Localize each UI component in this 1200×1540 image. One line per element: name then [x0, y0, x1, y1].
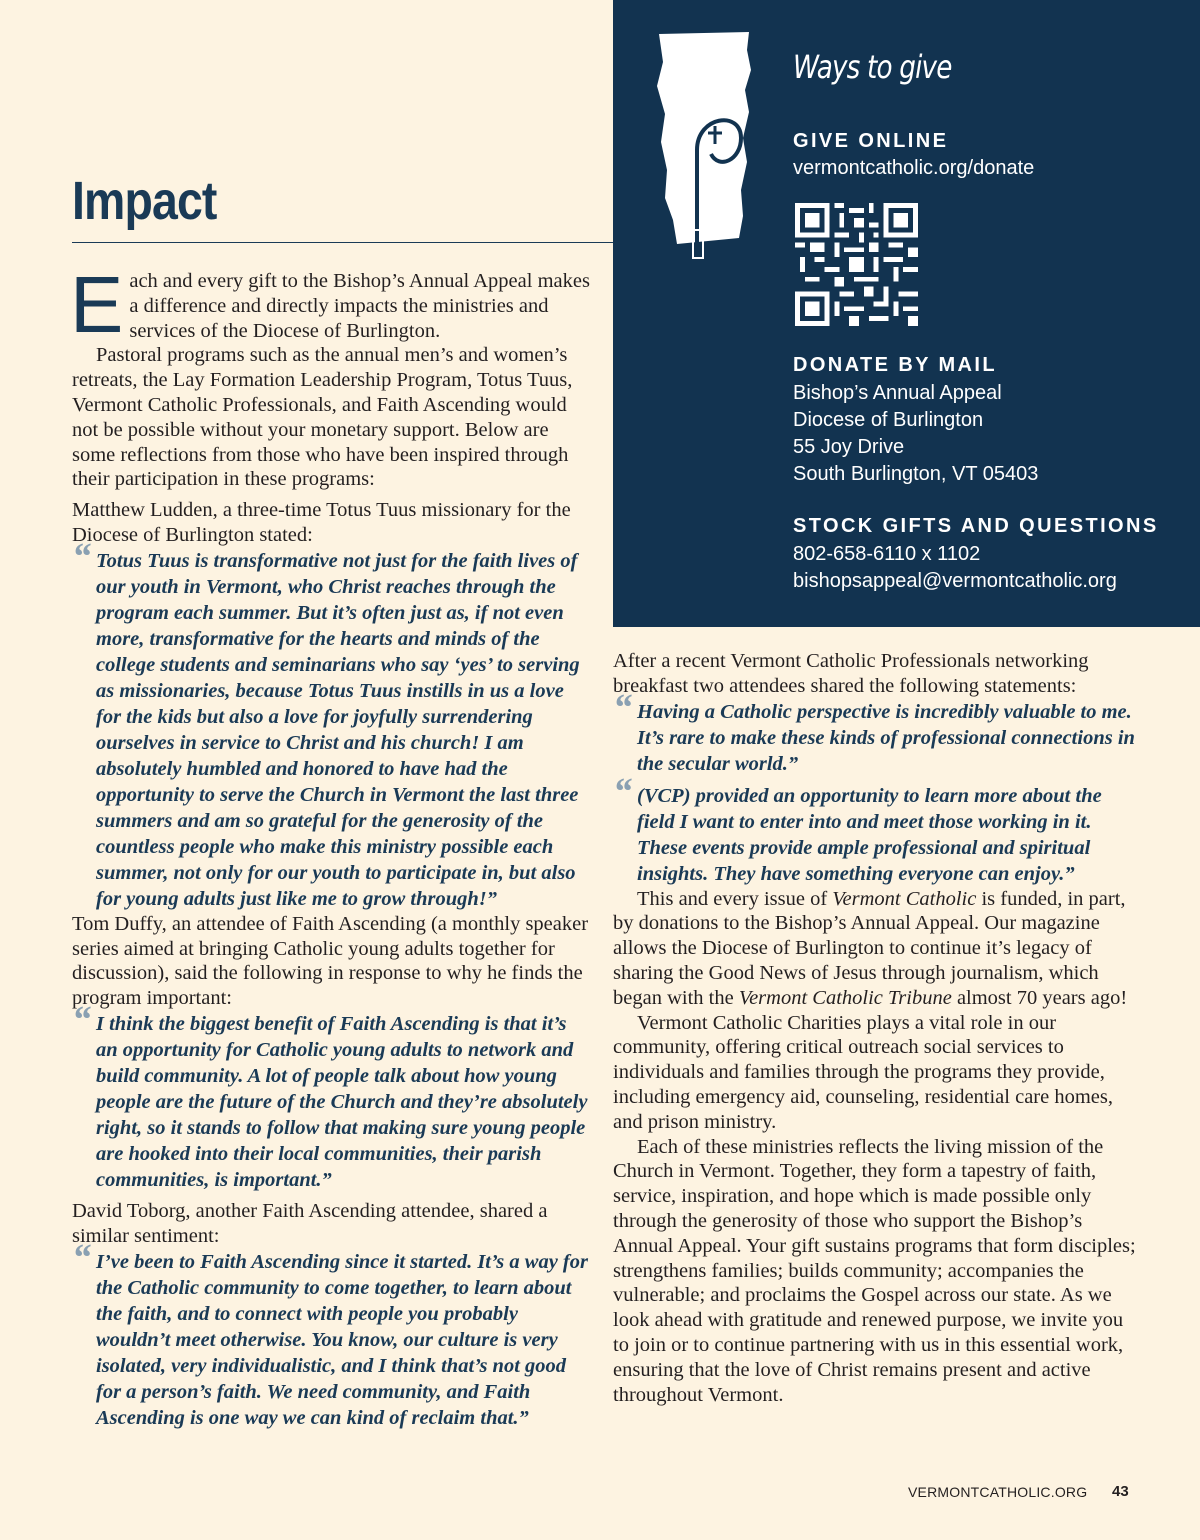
magazine-name: Vermont Catholic — [832, 887, 977, 910]
phone-number: 802-658-6110 x 1102 — [793, 543, 981, 565]
ways-to-give-title: Ways to give — [793, 48, 952, 86]
donate-url-link[interactable]: vermontcatholic.org/donate — [793, 157, 1035, 179]
stock-gifts-heading: STOCK GIFTS AND QUESTIONS — [793, 515, 1159, 537]
intro-paragraph — [70, 260, 592, 349]
mail-address-line-3: 55 Joy Drive — [793, 436, 905, 458]
vcp-intro: After a recent Vermont Catholic Professionals networking breakfast two attendees shared the following statements: — [613, 650, 1089, 697]
quote-mark-icon: “ — [613, 770, 632, 813]
vermont-crozier-icon — [653, 30, 763, 262]
ludden-quote — [72, 535, 592, 912]
ways-to-give-panel — [613, 0, 1200, 627]
toborg-quote — [72, 1236, 592, 1431]
duffy-intro: Tom Duffy, an attendee of Faith Ascending (a monthly speaker series aimed at bringing Catholic young adults together for discussion), said the following in response to why he finds the program important: — [72, 912, 589, 1010]
quote-mark-icon: “ — [613, 686, 632, 729]
email-link[interactable]: bishopsappeal@vermontcatholic.org — [793, 570, 1117, 592]
vcp-quote-2-text: (VCP) provided an opportunity to learn more about the field I want to enter into and meet those working in it. These events provide ample professional and spiritual insights. They have something everyone can enjoy.” — [637, 784, 1102, 885]
toborg-quote-text: I’ve been to Faith Ascending since it started. It’s a way for the Catholic community to come together, to learn about the faith, and to connect with people you probably wouldn’t meet otherwise. You know, our culture is very isolated, very individualistic, and I think that’s not good for a person’s faith. We need community, and Faith Ascending is one way we can kind of reclaim that.” — [96, 1250, 588, 1429]
vcp-quote-2 — [613, 770, 1143, 887]
ludden-intro: Matthew Ludden, a three-time Totus Tuus missionary for the Diocese of Burlington stated: — [72, 499, 571, 546]
quote-mark-icon: “ — [72, 535, 91, 578]
title-divider — [72, 242, 613, 243]
funding-text-a: This and every issue of — [637, 887, 833, 910]
page-title: Impact — [72, 171, 217, 231]
intro-text: ach and every gift to the Bishop’s Annual Appeal makes a difference and directly impacts the ministries and services of the Diocese of Burlington. — [129, 270, 590, 342]
give-online-heading: GIVE ONLINE — [793, 130, 949, 152]
tribune-name: Vermont Catholic Tribune — [738, 986, 952, 1009]
charities-paragraph: Vermont Catholic Charities plays a vital role in our community, offering critical outreach social services to individuals and families through the programs they provide, including emergency aid, counseling, residential care homes, and prison ministry. — [613, 1011, 1113, 1133]
programs-paragraph: Pastoral programs such as the annual men’s and women’s retreats, the Lay Formation Leadership Program, Totus Tuus, Vermont Catholic Professionals, and Faith Ascending would not be possible without your monetary support. Below are some reflections from those who have been inspired through their participation in these programs: — [72, 344, 573, 491]
toborg-intro: David Toborg, another Faith Ascending attendee, shared a similar sentiment: — [72, 1199, 548, 1247]
qr-code-icon[interactable] — [795, 203, 918, 326]
page-number: 43 — [1112, 1483, 1129, 1500]
mail-address-line-4: South Burlington, VT 05403 — [793, 463, 1039, 485]
right-column — [613, 649, 1143, 1407]
quote-mark-icon: “ — [72, 1236, 91, 1279]
funding-paragraph — [613, 887, 1143, 1011]
quote-mark-icon: “ — [72, 998, 91, 1041]
vcp-quote-1 — [613, 686, 1143, 777]
funding-text-c: almost 70 years ago! — [951, 986, 1128, 1009]
duffy-quote-text: I think the biggest benefit of Faith Ascending is that it’s an opportunity for Catholic young adults to network and build community. A lot of people talk about how young people are the future of the Church and they’re absolutely right, so it stands to follow that making sure young people are hooked into their local communities, their parish communities, is important.” — [96, 1012, 588, 1191]
footer-website: VERMONTCATHOLIC.ORG — [908, 1484, 1088, 1500]
drop-cap: E — [70, 260, 124, 349]
mail-address-line-2: Diocese of Burlington — [793, 409, 984, 431]
left-column — [70, 260, 592, 1431]
closing-paragraph: Each of these ministries reflects the living mission of the Church in Vermont. Together, they form a tapestry of faith, service, inspiration, and hope which is made possible only through the generosity of those who support the Bishop’s Annual Appeal. Your gift sustains programs that form disciples; strengthens families; builds community; accompanies the vulnerable; and proclaims the Gospel across our state. As we look ahead with gratitude and renewed purpose, we invite you to join or to continue partnering with us in this essential work, ensuring that the love of Christ remains present and active throughout Vermont. — [613, 1135, 1136, 1406]
funding-text-b: is funded, in part, by donations to the Bishop’s Annual Appeal. Our magazine allows the Diocese of Burlington to continue it’s legacy of sharing the Good News of Jesus through journalism, which began with the — [613, 887, 1126, 1009]
donate-by-mail-heading: DONATE BY MAIL — [793, 354, 997, 376]
duffy-quote — [72, 998, 592, 1193]
ludden-quote-text: Totus Tuus is transformative not just for the faith lives of our youth in Vermont, who Christ reaches through the program each summer. But it’s often just as, if not even more, transformative for the hearts and minds of the college students and seminarians who say ‘yes’ to serving as missionaries, because Totus Tuus instills in us a love for the kids but also a love for joyfully surrendering ourselves in service to Christ and his church! I am absolutely humbled and honored to have had the opportunity to serve the Church in Vermont the last three summers and am so grateful for the generosity of the countless people who make this ministry possible each summer, not only for our youth to participate in, but also for young adults just like me to grow through!” — [96, 549, 580, 910]
mail-address-line-1: Bishop’s Annual Appeal — [793, 382, 1002, 404]
vcp-quote-1-text: Having a Catholic perspective is incredibly valuable to me. It’s rare to make these kinds of professional connections in the secular world.” — [637, 700, 1135, 775]
